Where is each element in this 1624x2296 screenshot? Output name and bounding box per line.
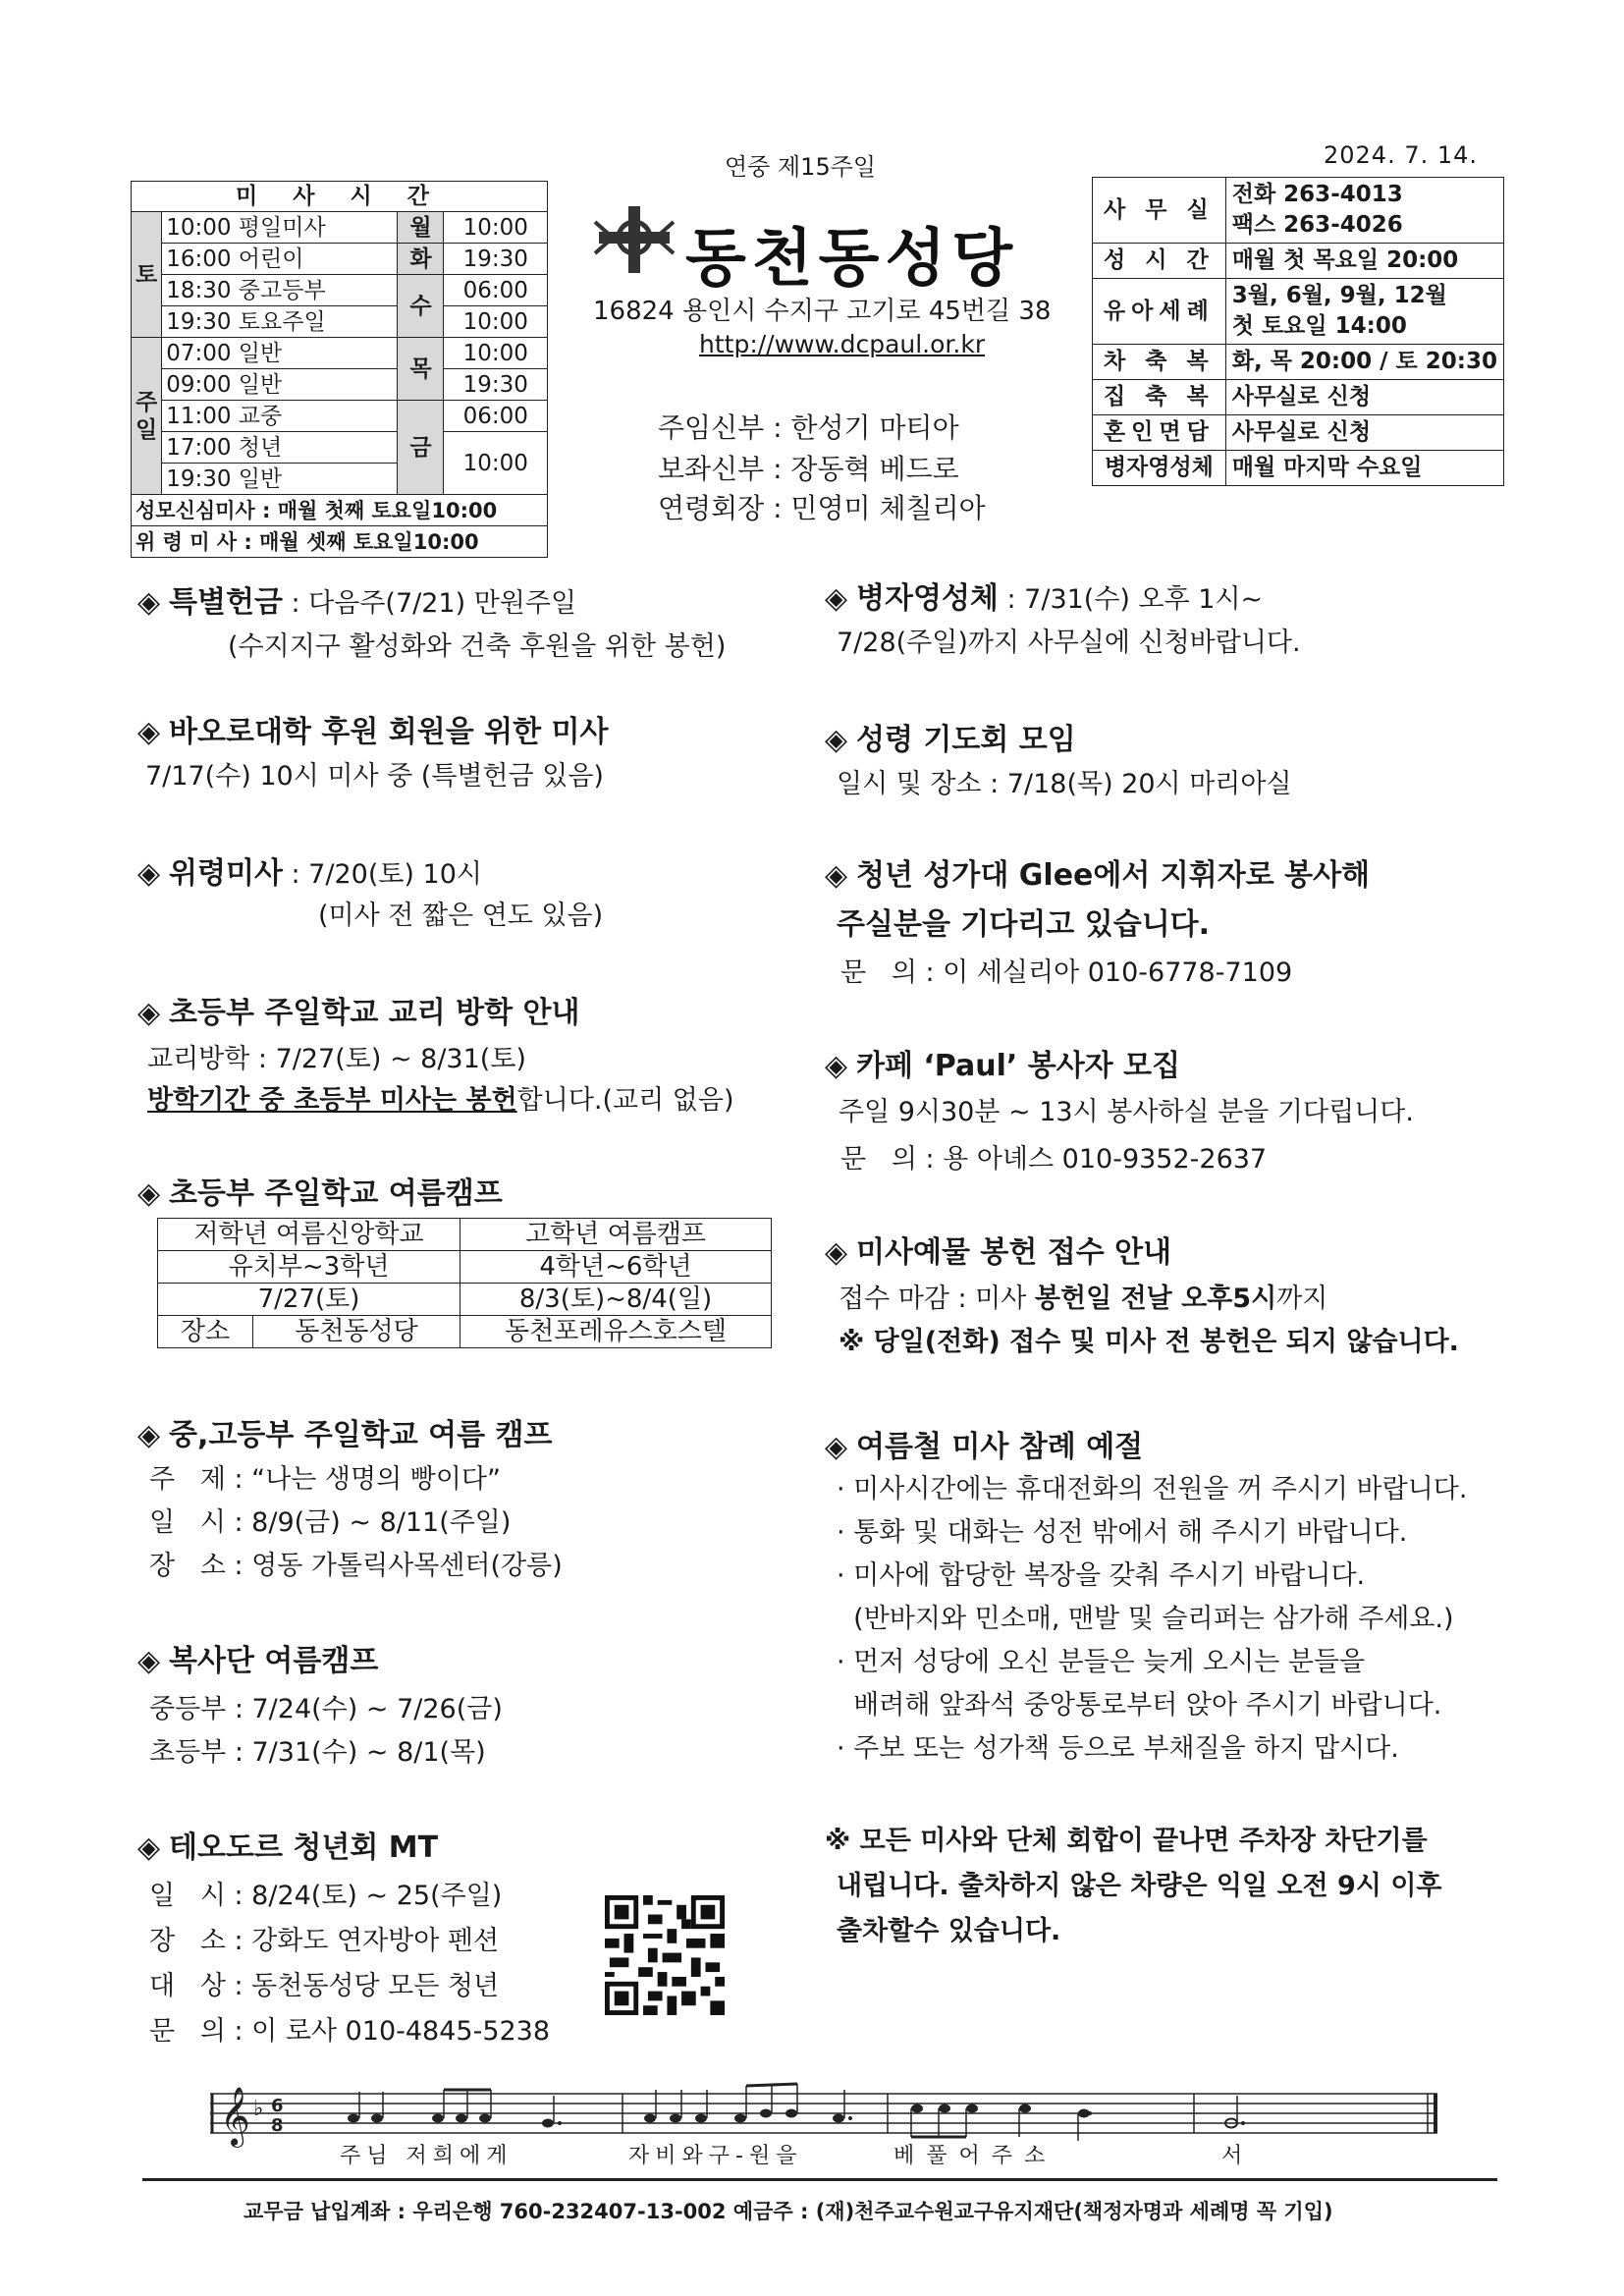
marriage-interview-value: 사무실로 신청 xyxy=(1225,415,1503,451)
parking-notice-2: 내립니다. 출차하지 않은 차량은 익일 오전 9시 이후 xyxy=(837,1871,1442,1901)
funeral-association-president: 연령회장 : 민영미 체칠리아 xyxy=(658,492,986,524)
diamond-bullet-icon: ◈ xyxy=(137,856,161,891)
catechism-vacation-dates: 교리방학 : 7/27(토) ~ 8/31(토) xyxy=(147,1044,526,1074)
sun-mass-3: 11:00 교중 xyxy=(162,401,398,432)
diamond-bullet-icon: ◈ xyxy=(137,585,161,620)
youth-mt-contact: 문 의 : 이 로사 010-4845-5238 xyxy=(149,2016,551,2047)
youth-mt-target: 대 상 : 동천동성당 모든 청년 xyxy=(149,1971,500,2001)
church-cross-logo-icon xyxy=(591,202,677,277)
summer-camp-title: ◈ 초등부 주일학교 여름캠프 xyxy=(137,1176,503,1211)
camp-date-lower: 7/27(토) xyxy=(158,1284,460,1316)
paul-college-mass-text: 7/17(수) 10시 미사 중 (특별헌금 있음) xyxy=(145,761,604,792)
sun-mass-5: 19:30 일반 xyxy=(162,464,398,495)
etiquette-item: · 주보 또는 성가책 등으로 부채질을 하지 맙시다. xyxy=(837,1733,1399,1764)
youth-camp-theme: 주 제 : “나는 생명의 빵이다” xyxy=(149,1464,501,1495)
weekday-mon: 월 xyxy=(398,212,444,244)
altar-server-camp-title: ◈ 복사단 여름캠프 xyxy=(137,1644,379,1678)
requiem-mass-note: (미사 전 짧은 연도 있음) xyxy=(318,901,604,931)
fri-time-1: 06:00 xyxy=(444,401,548,432)
car-blessing-label: 차 축 복 xyxy=(1093,345,1226,380)
etiquette-item: · 미사시간에는 휴대전화의 전원을 꺼 주시기 바랍니다. xyxy=(837,1474,1468,1504)
cafe-paul-title: ◈ 카페 ‘Paul’ 봉사자 모집 xyxy=(825,1049,1181,1083)
glee-choir-title-2: 주실분을 기다리고 있습니다. xyxy=(837,907,1211,942)
weekday-tue: 화 xyxy=(398,244,444,275)
diamond-bullet-icon: ◈ xyxy=(137,1176,161,1211)
bulletin-date: 2024. 7. 14. xyxy=(1324,141,1479,169)
sunday-label: 주일 xyxy=(132,338,162,495)
assistant-priest: 보좌신부 : 장동혁 베드로 xyxy=(658,453,959,485)
catechism-vacation-title: ◈ 초등부 주일학교 교리 방학 안내 xyxy=(137,996,580,1030)
office-info-table xyxy=(1092,177,1504,486)
prayer-meeting-text: 일시 및 장소 : 7/18(목) 20시 마리아실 xyxy=(837,769,1292,799)
youth-camp-title: ◈ 중,고등부 주일학교 여름 캠프 xyxy=(137,1418,553,1452)
marriage-interview-label: 혼인면담 xyxy=(1093,415,1226,451)
camp-grade-upper: 4학년~6학년 xyxy=(460,1251,772,1284)
svg-text:8: 8 xyxy=(271,2115,284,2136)
lyrics-3: 베풀어주소 xyxy=(893,2144,1057,2168)
cafe-paul-contact: 문 의 : 용 아녜스 010-9352-2637 xyxy=(840,1144,1268,1175)
qr-code-icon[interactable] xyxy=(605,1895,725,2015)
prayer-meeting-title: ◈ 성령 기도회 모임 xyxy=(825,723,1076,757)
lyrics-1: 주님 저희에게 xyxy=(340,2144,514,2168)
wed-time-1: 06:00 xyxy=(444,275,548,306)
lyrics-4: 서 xyxy=(1221,2144,1243,2168)
glee-choir-title: ◈ 청년 성가대 Glee에서 지휘자로 봉사해 xyxy=(825,858,1371,893)
requiem-mass-title: ◈ 위령미사 : 7/20(토) 10시 xyxy=(137,856,482,891)
sat-mass-2: 16:00 어린이 xyxy=(162,244,398,275)
thu-time-1: 10:00 xyxy=(444,338,548,369)
diamond-bullet-icon: ◈ xyxy=(137,1644,161,1678)
summer-camp-table xyxy=(157,1218,772,1348)
catechism-vacation-note: 방학기간 중 초등부 미사는 봉헌합니다.(교리 없음) xyxy=(147,1085,734,1116)
holy-hour-value: 매월 첫 목요일 20:00 xyxy=(1225,244,1503,279)
infant-baptism-label: 유아세례 xyxy=(1093,279,1226,345)
etiquette-item: 배려해 앞좌석 중앙통로부터 앉아 주시기 바랍니다. xyxy=(837,1690,1442,1721)
sick-communion-value: 매월 마지막 수요일 xyxy=(1225,451,1503,486)
svg-text:6: 6 xyxy=(271,2096,284,2116)
requiem-mass-note: 위 령 미 사 : 매월 셋째 토요일10:00 xyxy=(132,526,548,558)
altar-server-middle: 중등부 : 7/24(수) ~ 7/26(금) xyxy=(149,1694,503,1724)
camp-header-lower: 저학년 여름신앙학교 xyxy=(158,1219,460,1251)
liturgical-week: 연중 제15주일 xyxy=(725,153,877,181)
mass-schedule-table xyxy=(131,181,548,558)
sun-mass-1: 07:00 일반 xyxy=(162,338,398,369)
etiquette-item: · 먼저 성당에 오신 분들은 늦게 오시는 분들을 xyxy=(837,1647,1366,1677)
parking-notice-3: 출차할수 있습니다. xyxy=(837,1916,1061,1946)
sat-mass-3: 18:30 중고등부 xyxy=(162,275,398,306)
mon-time-1: 10:00 xyxy=(444,212,548,244)
diamond-bullet-icon: ◈ xyxy=(825,723,848,757)
diamond-bullet-icon: ◈ xyxy=(825,858,848,893)
office-label: 사 무 실 xyxy=(1093,178,1226,244)
camp-grade-lower: 유치부~3학년 xyxy=(158,1251,460,1284)
marian-mass-note: 성모신심미사 : 매월 첫째 토요일10:00 xyxy=(132,495,548,526)
wed-time-2: 10:00 xyxy=(444,306,548,338)
sun-mass-2: 09:00 일반 xyxy=(162,369,398,401)
cafe-paul-text: 주일 9시30분 ~ 13시 봉사하실 분을 기다립니다. xyxy=(839,1097,1414,1127)
etiquette-item: · 통화 및 대화는 성전 밖에서 해 주시기 바랍니다. xyxy=(837,1517,1408,1548)
sun-mass-4: 17:00 청년 xyxy=(162,432,398,464)
sick-communion-label: 병자영성체 xyxy=(1093,451,1226,486)
youth-camp-dates: 일 시 : 8/9(금) ~ 8/11(주일) xyxy=(149,1507,512,1538)
mass-table-title: 미 사 시 간 xyxy=(132,182,548,212)
mass-offering-note: ※ 당일(전화) 접수 및 미사 전 봉헌은 되지 않습니다. xyxy=(839,1327,1459,1357)
special-offering-title: ◈ 특별헌금 : 다음주(7/21) 만원주일 xyxy=(137,585,577,620)
diamond-bullet-icon: ◈ xyxy=(137,996,161,1030)
weekday-wed: 수 xyxy=(398,275,444,338)
house-blessing-label: 집 축 복 xyxy=(1093,380,1226,415)
camp-place-lower: 동천동성당 xyxy=(253,1316,460,1348)
svg-text:♭: ♭ xyxy=(253,2097,264,2121)
youth-mt-dates: 일 시 : 8/24(토) ~ 25(주일) xyxy=(149,1881,503,1911)
diamond-bullet-icon: ◈ xyxy=(137,715,161,749)
glee-choir-contact: 문 의 : 이 세실리아 010-6778-7109 xyxy=(840,957,1293,988)
fri-time-2: 10:00 xyxy=(444,432,548,495)
infant-baptism-value: 3월, 6월, 9월, 12월 첫 토요일 14:00 xyxy=(1225,279,1503,345)
sat-mass-1: 10:00 평일미사 xyxy=(162,212,398,244)
svg-text:𝄞: 𝄞 xyxy=(220,2087,250,2146)
office-value: 전화 263-4013 팩스 263-4026 xyxy=(1225,178,1503,244)
thu-time-2: 19:30 xyxy=(444,369,548,401)
sick-communion-note: 7/28(주일)까지 사무실에 신청바랍니다. xyxy=(837,628,1301,658)
weekday-fri: 금 xyxy=(398,401,444,495)
etiquette-item: (반바지와 민소매, 맨발 및 슬리퍼는 삼가해 주세요.) xyxy=(837,1604,1454,1634)
sick-communion-title: ◈ 병자영성체 : 7/31(수) 오후 1시~ xyxy=(825,581,1264,616)
tue-time-1: 19:30 xyxy=(444,244,548,275)
youth-mt-place: 장 소 : 강화도 연자방아 펜션 xyxy=(149,1926,500,1956)
youth-camp-place: 장 소 : 영동 가톨릭사목센터(강릉) xyxy=(149,1551,563,1581)
paul-college-mass-title: ◈ 바오로대학 후원 회원을 위한 미사 xyxy=(137,715,609,749)
camp-place-label: 장소 xyxy=(158,1316,253,1348)
lyrics-2: 자비와구-원을 xyxy=(628,2144,803,2168)
camp-header-upper: 고학년 여름캠프 xyxy=(460,1219,772,1251)
saturday-label: 토 xyxy=(132,212,162,338)
diamond-bullet-icon: ◈ xyxy=(825,1235,848,1270)
etiquette-item: · 미사에 합당한 복장을 갖춰 주시기 바랍니다. xyxy=(837,1560,1366,1591)
weekday-thu: 목 xyxy=(398,338,444,401)
pastor: 주임신부 : 한성기 마티아 xyxy=(658,411,959,444)
diamond-bullet-icon: ◈ xyxy=(825,1430,848,1464)
camp-date-upper: 8/3(토)~8/4(일) xyxy=(460,1284,772,1316)
camp-place-upper: 동천포레유스호스텔 xyxy=(460,1316,772,1348)
diamond-bullet-icon: ◈ xyxy=(137,1831,161,1865)
diamond-bullet-icon: ◈ xyxy=(825,1049,848,1083)
altar-server-elementary: 초등부 : 7/31(수) ~ 8/1(목) xyxy=(149,1737,486,1768)
house-blessing-value: 사무실로 신청 xyxy=(1225,380,1503,415)
car-blessing-value: 화, 목 20:00 / 토 20:30 xyxy=(1225,345,1503,380)
church-website-link[interactable]: http://www.dcpaul.or.kr xyxy=(699,330,986,358)
parking-notice-1: ※ 모든 미사와 단체 회합이 끝나면 주차장 차단기를 xyxy=(825,1826,1428,1856)
footer-divider xyxy=(142,2178,1497,2181)
mass-etiquette-title: ◈ 여름철 미사 참례 예절 xyxy=(825,1430,1144,1464)
mass-offering-title: ◈ 미사예물 봉헌 접수 안내 xyxy=(825,1235,1172,1270)
sat-mass-4: 19:30 토요주일 xyxy=(162,306,398,338)
church-name: 동천동성당 xyxy=(685,223,1019,296)
donation-account-footer: 교무금 납입계좌 : 우리은행 760-232407-13-002 예금주 : (재)천주교수원교구유지재단(책정자명과 세례명 꼭 기입) xyxy=(244,2200,1333,2223)
holy-hour-label: 성 시 간 xyxy=(1093,244,1226,279)
diamond-bullet-icon: ◈ xyxy=(137,1418,161,1452)
diamond-bullet-icon: ◈ xyxy=(825,581,848,616)
youth-mt-title: ◈ 테오도르 청년회 MT xyxy=(137,1831,439,1865)
mass-offering-deadline: 접수 마감 : 미사 봉헌일 전날 오후5시까지 xyxy=(839,1284,1328,1314)
church-address: 16824 용인시 수지구 고기로 45번길 38 xyxy=(593,297,1052,326)
special-offering-note: (수지지구 활성화와 건축 후원을 위한 봉헌) xyxy=(228,631,727,662)
